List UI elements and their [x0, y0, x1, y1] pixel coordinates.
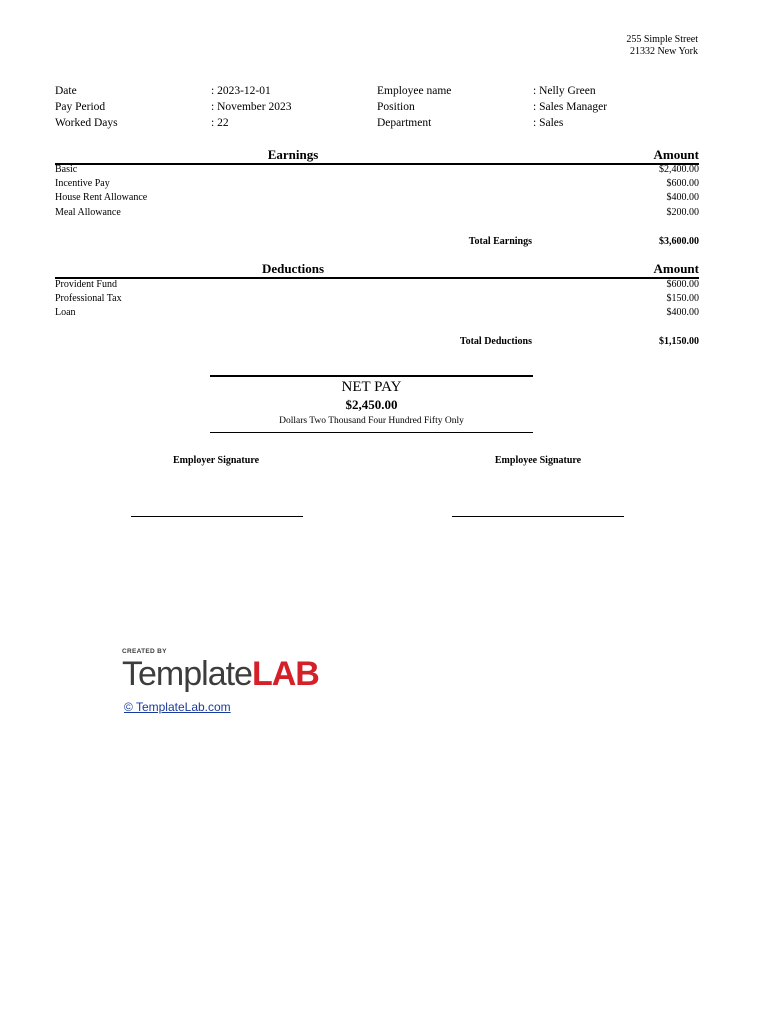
earnings-item — [55, 178, 699, 192]
deductions-item — [55, 279, 699, 293]
employee-name-value: : Nelly Green — [533, 85, 596, 97]
deductions-item-amount: $150.00 — [666, 293, 699, 304]
total-deductions-label: Total Deductions — [459, 336, 532, 347]
info-row-date — [55, 85, 715, 101]
worked-days-value: : 22 — [211, 117, 229, 129]
deductions-item-amount: $400.00 — [666, 307, 699, 318]
deductions-amount-header: Amount — [653, 261, 699, 276]
total-earnings-amount: $3,600.00 — [659, 236, 699, 247]
logo-wordmark — [122, 656, 319, 692]
deductions-header — [55, 261, 699, 279]
deductions-item — [55, 307, 699, 321]
earnings-item-label: Meal Allowance — [55, 207, 121, 218]
net-pay-title: NET PAY — [341, 379, 402, 395]
deductions-title: Deductions — [261, 261, 325, 276]
earnings-item — [55, 192, 699, 206]
earnings-item-amount: $400.00 — [666, 192, 699, 203]
employee-signature-line — [452, 516, 624, 517]
logo-lab-text: LAB — [251, 655, 319, 693]
earnings-item-label: Basic — [55, 164, 78, 175]
total-earnings-label: Total Earnings — [468, 236, 532, 247]
pay-period-label: Pay Period — [55, 101, 106, 113]
address-line-2: 21332 New York — [629, 46, 698, 57]
company-address — [626, 34, 698, 58]
templatelab-link[interactable]: © TemplateLab.com — [124, 700, 231, 714]
deductions-item — [55, 293, 699, 307]
earnings-title: Earnings — [267, 147, 319, 162]
deductions-item-label: Provident Fund — [55, 279, 117, 290]
earnings-item-label: House Rent Allowance — [55, 192, 148, 203]
templatelab-logo — [122, 648, 319, 692]
earnings-header — [55, 147, 699, 165]
employer-signature-label: Employer Signature — [172, 455, 260, 466]
position-value: : Sales Manager — [533, 101, 608, 113]
position-label: Position — [377, 101, 415, 113]
deductions-item-label: Professional Tax — [55, 293, 122, 304]
logo-template-text: Template — [122, 655, 252, 693]
pay-period-value: : November 2023 — [211, 101, 292, 113]
earnings-item — [55, 207, 699, 221]
date-label: Date — [55, 85, 77, 97]
employee-signature-label: Employee Signature — [494, 455, 582, 466]
deductions-item-amount: $600.00 — [666, 279, 699, 290]
earnings-item-amount: $200.00 — [666, 207, 699, 218]
address-line-1: 255 Simple Street — [626, 34, 698, 45]
department-value: : Sales — [533, 117, 564, 129]
info-row-days — [55, 117, 715, 133]
total-deductions-amount: $1,150.00 — [659, 336, 699, 347]
employee-name-label: Employee name — [377, 85, 452, 97]
worked-days-label: Worked Days — [55, 117, 118, 129]
earnings-item-amount: $2,400.00 — [659, 164, 699, 175]
net-pay-box — [210, 375, 533, 433]
employer-signature-line — [131, 516, 303, 517]
total-earnings-row — [55, 236, 699, 250]
info-row-period — [55, 101, 715, 117]
date-value: : 2023-12-01 — [211, 85, 271, 97]
department-label: Department — [377, 117, 432, 129]
net-pay-amount: $2,450.00 — [345, 397, 398, 412]
earnings-item — [55, 164, 699, 178]
net-pay-words: Dollars Two Thousand Four Hundred Fifty Only — [279, 416, 464, 426]
earnings-item-amount: $600.00 — [666, 178, 699, 189]
total-deductions-row — [55, 336, 699, 350]
created-by-text: CREATED BY — [122, 648, 167, 655]
earnings-amount-header: Amount — [653, 147, 699, 162]
earnings-item-label: Incentive Pay — [55, 178, 110, 189]
deductions-item-label: Loan — [55, 307, 76, 318]
